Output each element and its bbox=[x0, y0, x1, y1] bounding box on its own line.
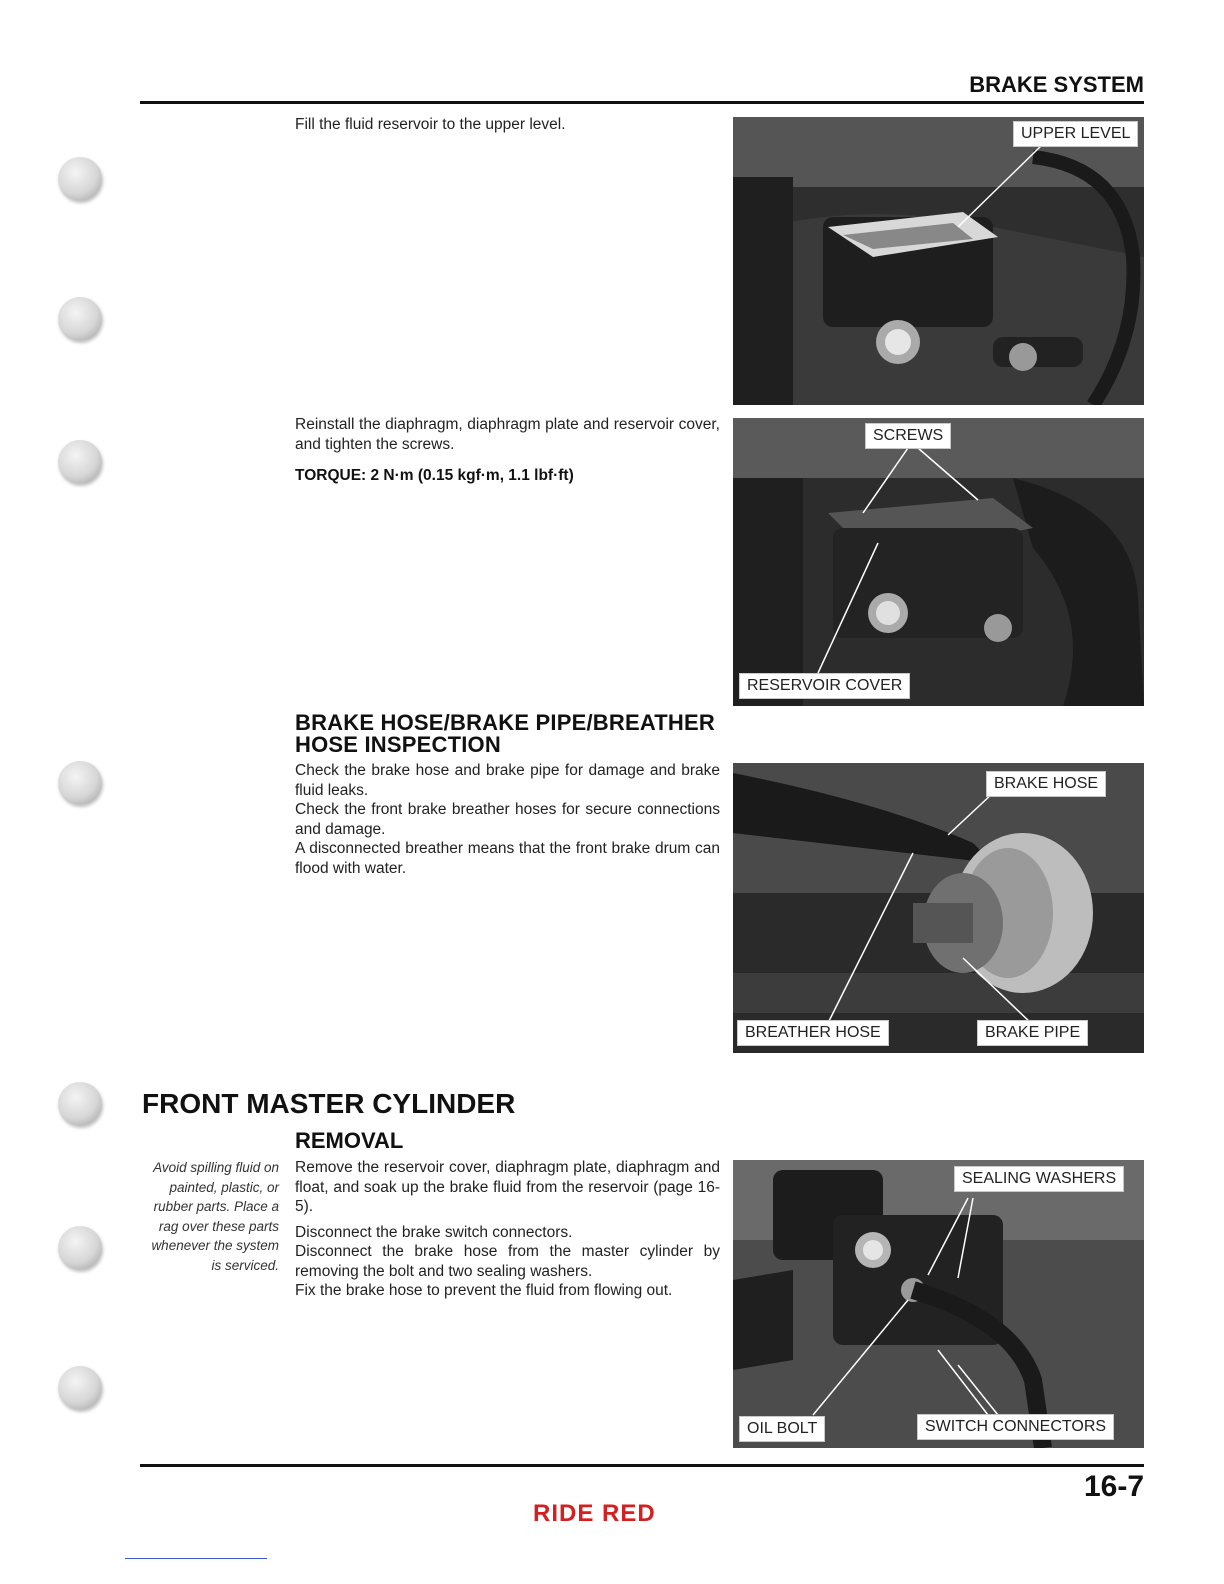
binder-hole bbox=[58, 297, 102, 341]
reinstall-instruction: Reinstall the diaphragm, diaphragm plate and reservoir cover, and tighten the screws. bbox=[295, 416, 720, 453]
label-breather-hose: BREATHER HOSE bbox=[737, 1020, 889, 1046]
photo-cover-drawing bbox=[733, 418, 1144, 706]
removal-p2: Disconnect the brake switch connectors. bbox=[295, 1223, 573, 1241]
fill-instruction: Fill the fluid reservoir to the upper level. bbox=[295, 116, 566, 133]
label-screws: SCREWS bbox=[865, 423, 951, 449]
binder-hole bbox=[58, 1366, 102, 1410]
footer-rule bbox=[140, 1464, 1144, 1467]
inspection-p3: A disconnected breather means that the front brake drum can flood with water. bbox=[295, 840, 720, 877]
photo-reservoir-upper-level bbox=[733, 117, 1144, 405]
removal-text bbox=[295, 1158, 720, 1301]
label-oil-bolt: OIL BOLT bbox=[739, 1416, 825, 1442]
label-reservoir-cover: RESERVOIR COVER bbox=[739, 673, 910, 699]
caution-note: Avoid spilling fluid on painted, plastic, or rubber parts. Place a rag over these parts whenever the system is serviced. bbox=[151, 1160, 279, 1273]
photo-hoses-drawing bbox=[733, 763, 1144, 1053]
label-brake-pipe: BRAKE PIPE bbox=[977, 1020, 1088, 1046]
header-rule bbox=[140, 101, 1144, 104]
master-cylinder-title: FRONT MASTER CYLINDER bbox=[142, 1088, 516, 1119]
label-brake-hose: BRAKE HOSE bbox=[986, 771, 1106, 797]
binder-hole bbox=[58, 157, 102, 201]
binder-hole bbox=[58, 1226, 102, 1270]
photo-brake-hoses bbox=[733, 763, 1144, 1053]
brand-watermark: RIDE RED bbox=[533, 1500, 656, 1527]
bottom-link-underline bbox=[125, 1558, 267, 1559]
binder-hole bbox=[58, 440, 102, 484]
removal-subtitle: REMOVAL bbox=[295, 1128, 404, 1153]
photo-master-cylinder bbox=[733, 1160, 1144, 1448]
removal-p1: Remove the reservoir cover, diaphragm plate, diaphragm and float, and soak up the brake fluid from the reservoir (page 16-5). bbox=[295, 1159, 720, 1215]
label-sealing-washers: SEALING WASHERS bbox=[954, 1166, 1124, 1192]
photo-master-drawing bbox=[733, 1160, 1144, 1448]
photo-reservoir-cover bbox=[733, 418, 1144, 706]
label-upper-level: UPPER LEVEL bbox=[1013, 121, 1138, 147]
binder-hole bbox=[58, 761, 102, 805]
inspection-p2: Check the front brake breather hoses for secure connections and damage. bbox=[295, 801, 720, 838]
inspection-text bbox=[295, 761, 720, 878]
inspection-p1: Check the brake hose and brake pipe for damage and brake fluid leaks. bbox=[295, 762, 720, 799]
torque-spec: TORQUE: 2 N·m (0.15 kgf·m, 1.1 lbf·ft) bbox=[295, 467, 574, 484]
label-switch-connectors: SWITCH CONNECTORS bbox=[917, 1414, 1114, 1440]
page-number: 16-7 bbox=[1083, 1470, 1144, 1503]
photo-reservoir-drawing bbox=[733, 117, 1144, 405]
removal-p3: Disconnect the brake hose from the master cylinder by removing the bolt and two sealing washers. bbox=[295, 1243, 720, 1280]
binder-hole bbox=[58, 1082, 102, 1126]
removal-p4: Fix the brake hose to prevent the fluid from flowing out. bbox=[295, 1282, 673, 1299]
section-header: BRAKE SYSTEM bbox=[969, 72, 1144, 97]
inspection-title: BRAKE HOSE/BRAKE PIPE/BREATHER HOSE INSPECTION bbox=[295, 710, 715, 757]
